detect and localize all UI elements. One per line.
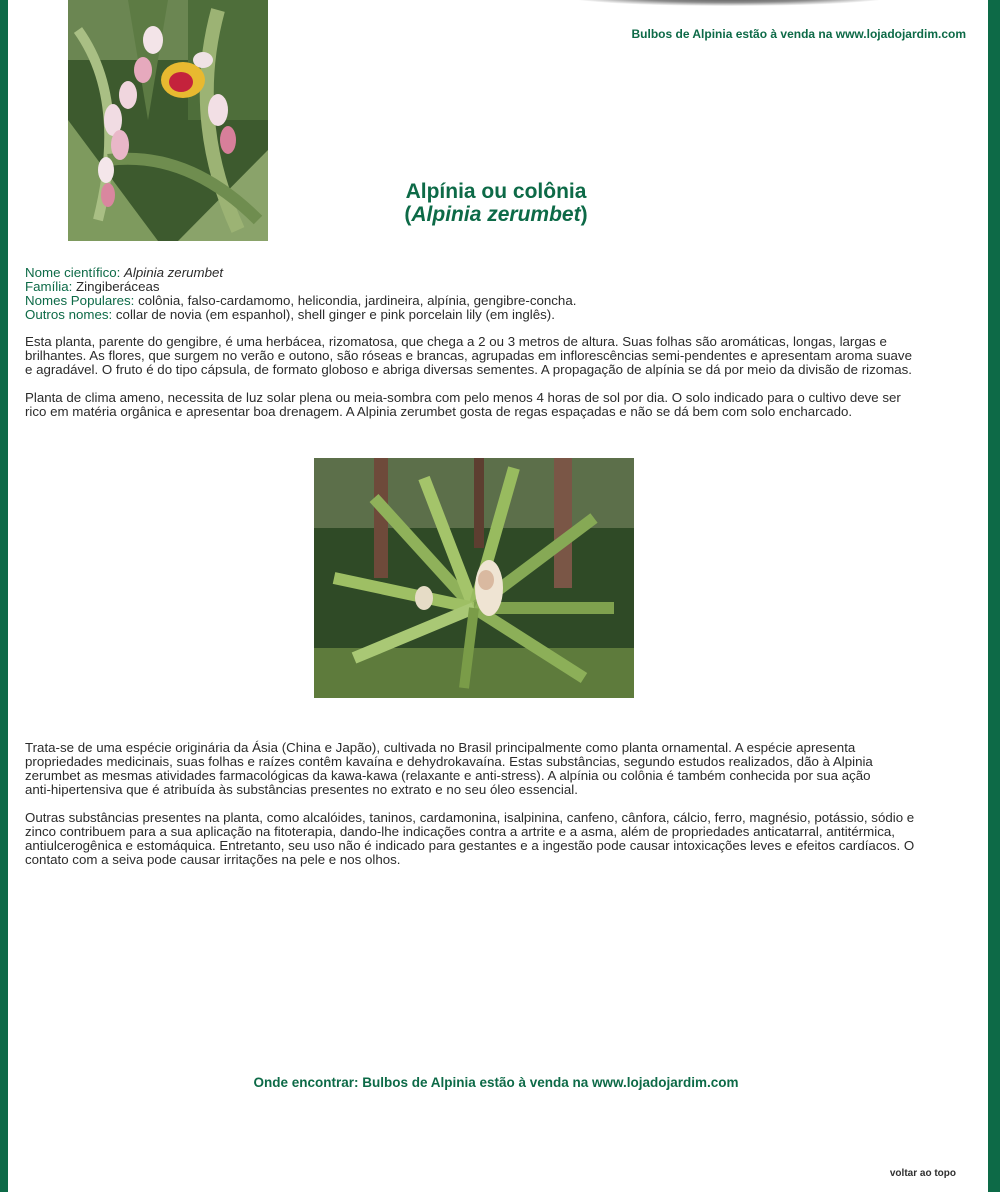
text-line: zinco contribuem para a sua aplicação na fitoterapia, dando-lhe indicações contra a artrite e a asma, além de propriedades anticatarral, antitérmica, <box>25 824 895 839</box>
fact-label: Nomes Populares: <box>25 293 135 308</box>
fact-value: colônia, falso-cardamomo, helicondia, jardineira, alpínia, gengibre-concha. <box>138 293 577 308</box>
fact-value: Zingiberáceas <box>76 279 160 294</box>
footer-promo-link[interactable]: Onde encontrar: Bulbos de Alpinia estão à venda na www.lojadojardim.com <box>253 1075 739 1090</box>
fact-value: Alpinia zerumbet <box>124 265 224 280</box>
page-title-common-name: Alpínia ou colônia <box>405 180 587 203</box>
text-line: e agradável. O fruto é do tipo cápsula, de formato globoso e abriga diversas sementes. A propagação de alpínia se dá por meio da divisão de rizomas. <box>25 362 912 377</box>
text-line: brilhantes. As flores, que surgem no verão e outono, são róseas e brancas, agrupadas em inflorescências semi-pendentes e apresentam aroma suave <box>25 348 912 363</box>
fact-label: Outros nomes: <box>25 307 113 322</box>
text-line: antiulcerogênica e estomáquica. Entretanto, seu uso não é indicado para gestantes e a ingestão pode causar intoxicações leves e efeitos cardíacos. O <box>25 838 915 853</box>
fact-other-names <box>25 308 969 322</box>
paragraph-origin <box>25 741 969 797</box>
fact-popular-names <box>25 294 969 308</box>
plant-facts <box>25 266 969 322</box>
text-line: Trata-se de uma espécie originária da Ásia (China e Japão), cultivada no Brasil principalmente como planta ornamental. A espécie apresenta <box>25 740 856 755</box>
title-close-paren: ) <box>580 203 588 226</box>
text-line: contato com a seiva pode causar irritações na pele e nos olhos. <box>25 852 401 867</box>
text-line: Planta de clima ameno, necessita de luz solar plena ou meia-sombra com pelo menos 4 horas de sol por dia. O solo indicado para o cultivo deve ser <box>25 390 901 405</box>
text-line: propriedades medicinais, suas folhas e raízes contêm kavaína e dehydrokavaína. Estas substâncias, segundo estudos realizados, dão à Alpinia <box>25 754 873 769</box>
paragraph-description <box>25 335 969 377</box>
fact-value: collar de novia (em espanhol), shell ginger e pink porcelain lily (em inglês). <box>115 307 555 322</box>
text-line: anti-hipertensiva que é atribuída às substâncias presentes no extrato e no seu óleo essencial. <box>25 782 578 797</box>
paragraph-substances <box>25 811 969 867</box>
fact-label: Nome científico: <box>25 265 121 280</box>
alpinia-plant-photo <box>314 458 634 698</box>
back-to-top-link[interactable]: voltar ao topo <box>889 1168 956 1179</box>
page-title-scientific-line <box>328 203 664 226</box>
header-shadow-decoration <box>564 0 894 6</box>
header-promo-link[interactable]: Bulbos de Alpinia estão à venda na www.lojadojardim.com <box>631 27 966 41</box>
fact-scientific-name <box>25 266 969 280</box>
page-title-scientific-name: Alpinia zerumbet <box>411 203 581 226</box>
text-line: Esta planta, parente do gengibre, é uma herbácea, rizomatosa, que chega a 2 ou 3 metros de altura. Suas folhas são aromáticas, longas, largas e <box>25 334 887 349</box>
page-title <box>328 180 664 226</box>
content-page <box>8 0 988 1192</box>
title-open-paren: ( <box>404 203 412 226</box>
text-line: rico em matéria orgânica e apresentar boa drenagem. A Alpinia zerumbet gosta de regas espaçadas e não se dá bem com solo encharcado. <box>25 404 853 419</box>
alpinia-flower-photo <box>68 0 268 241</box>
text-line: Outras substâncias presentes na planta, como alcalóides, taninos, cardamonina, isalpinina, canfeno, cânfora, cálcio, ferro, magnésio, potássio, sódio e <box>25 810 915 825</box>
fact-family <box>25 280 969 294</box>
paragraph-cultivation <box>25 391 969 419</box>
text-line: zerumbet as mesmas atividades farmacológicas da kawa-kawa (relaxante e anti-stress). A alpínia ou colônia é também conhecida por sua ação <box>25 768 871 783</box>
fact-label: Família: <box>25 279 73 294</box>
